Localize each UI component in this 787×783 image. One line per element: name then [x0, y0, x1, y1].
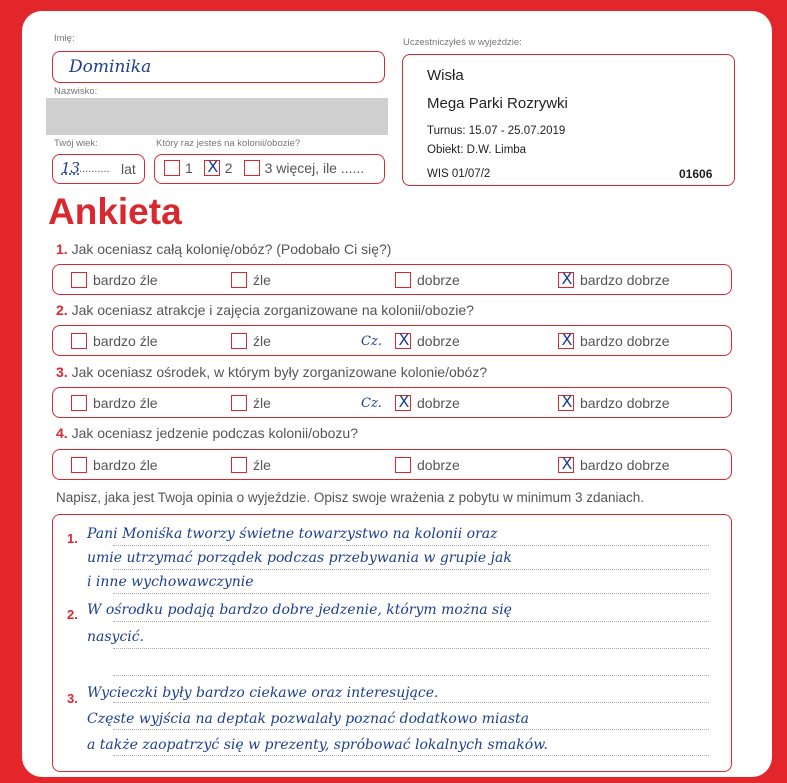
opinion-prompt: Napisz, jaka jest Twoja opinia o wyjeździe. Opisz swoje wrażenia z pobytu w minimum 3 zdaniach.: [56, 490, 645, 505]
opinion-line-2: umie utrzymać porządek podczas przebywania w grupie jak: [87, 550, 512, 566]
name-field[interactable]: [52, 51, 385, 83]
opinion-line-5: nasycić.: [87, 629, 145, 645]
opinion-number-2: 2.: [67, 607, 78, 622]
q2-note: Cz.: [361, 333, 382, 349]
obiekt-value: D.W. Limba: [466, 144, 527, 156]
q3-checkbox-very-bad[interactable]: [71, 395, 87, 411]
question-1-options: [52, 264, 732, 295]
times-checkbox-3[interactable]: [244, 160, 260, 176]
q4-checkbox-very-bad[interactable]: [71, 457, 87, 473]
times-option-1: 1: [185, 160, 193, 176]
opinion-line-4: W ośrodku podają bardzo dobre jedzenie, którym można się: [87, 602, 512, 618]
q4-option-very-bad: bardzo źle: [93, 457, 158, 473]
question-4: 4. Jak oceniasz jedzenie podczas kolonii/obozu?: [56, 425, 358, 441]
obiekt-label: Obiekt:: [427, 144, 464, 156]
surname-redacted: [46, 98, 388, 135]
q1-option-bad: źle: [253, 272, 271, 288]
opinion-line-1: Pani Moniśka tworzy świetne towarzystwo na kolonii oraz: [87, 526, 498, 542]
q2-option-good: dobrze: [417, 333, 460, 349]
question-1: 1. Jak oceniasz całą kolonię/obóz? (Podobało Ci się?): [56, 241, 392, 257]
times-checkbox-2[interactable]: X: [204, 160, 220, 176]
trip-place: Wisła: [427, 67, 464, 84]
trip-box: [402, 54, 735, 186]
opinion-line-3: i inne wychowawczynie: [87, 574, 254, 590]
q3-checkbox-good[interactable]: X: [395, 395, 411, 411]
q4-option-very-good: bardzo dobrze: [580, 457, 670, 473]
q1-checkbox-very-good[interactable]: X: [558, 272, 574, 288]
opinion-line-7: Częste wyjścia na deptak pozwalały poznać dodatkowo miasta: [87, 711, 529, 727]
q2-checkbox-very-good[interactable]: X: [558, 333, 574, 349]
q3-note: Cz.: [361, 395, 382, 411]
question-3-options: [52, 387, 732, 418]
q1-checkbox-bad[interactable]: [231, 272, 247, 288]
q3-option-very-bad: bardzo źle: [93, 395, 158, 411]
question-4-options: [52, 449, 732, 480]
survey-sheet: [22, 11, 772, 777]
trip-code: WIS 01/07/2: [427, 168, 491, 180]
question-3: 3. Jak oceniasz ośrodek, w którym były zorganizowane kolonie/obóz?: [56, 364, 488, 380]
q3-option-good: dobrze: [417, 395, 460, 411]
opinion-number-3: 3.: [67, 691, 78, 706]
q1-option-very-bad: bardzo źle: [93, 272, 158, 288]
q4-checkbox-bad[interactable]: [231, 457, 247, 473]
question-2-options: [52, 325, 732, 356]
name-value: Dominika: [69, 57, 152, 77]
times-label: Który raz jesteś na kolonii/obozie?: [156, 138, 301, 149]
q3-option-bad: źle: [253, 395, 271, 411]
age-field[interactable]: [52, 154, 145, 184]
q3-checkbox-very-good[interactable]: X: [558, 395, 574, 411]
q1-checkbox-very-bad[interactable]: [71, 272, 87, 288]
q4-option-good: dobrze: [417, 457, 460, 473]
times-field: [154, 154, 385, 184]
trip-program: Mega Parki Rozrywki: [427, 95, 568, 112]
turnus-label: Turnus:: [427, 125, 466, 137]
name-label: Imię:: [54, 33, 75, 44]
q2-checkbox-very-bad[interactable]: [71, 333, 87, 349]
q2-option-very-good: bardzo dobrze: [580, 333, 670, 349]
opinion-line-6: Wycieczki były bardzo ciekawe oraz interesujące.: [87, 685, 439, 701]
q2-option-bad: źle: [253, 333, 271, 349]
survey-title: Ankieta: [48, 191, 182, 232]
times-option-3: 3 więcej, ile ......: [264, 160, 365, 176]
times-checkbox-1[interactable]: [164, 160, 180, 176]
q2-checkbox-bad[interactable]: [231, 333, 247, 349]
times-option-2: 2: [224, 160, 233, 176]
age-label: Twój wiek:: [54, 138, 98, 149]
trip-label: Uczestniczyłeś w wyjeździe:: [403, 37, 522, 48]
trip-number: 01606: [679, 167, 713, 181]
q3-checkbox-bad[interactable]: [231, 395, 247, 411]
opinion-box[interactable]: [52, 514, 732, 772]
age-dots: ..........: [79, 163, 110, 175]
age-unit: lat: [121, 161, 136, 177]
q2-option-very-bad: bardzo źle: [93, 333, 158, 349]
q1-option-good: dobrze: [417, 272, 460, 288]
q4-checkbox-good[interactable]: [395, 457, 411, 473]
q4-option-bad: źle: [253, 457, 271, 473]
q3-option-very-good: bardzo dobrze: [580, 395, 670, 411]
q1-option-very-good: bardzo dobrze: [580, 272, 670, 288]
surname-label: Nazwisko:: [54, 86, 98, 97]
opinion-line-8: a także zaopatrzyć się w prezenty, spróbować lokalnych smaków.: [87, 737, 548, 753]
age-value: 13: [61, 159, 81, 177]
q4-checkbox-very-good[interactable]: X: [558, 457, 574, 473]
q2-checkbox-good[interactable]: X: [395, 333, 411, 349]
question-2: 2. Jak oceniasz atrakcje i zajęcia zorganizowane na kolonii/obozie?: [56, 302, 474, 318]
opinion-number-1: 1.: [67, 531, 78, 546]
turnus-value: 15.07 - 25.07.2019: [468, 125, 566, 137]
q1-checkbox-good[interactable]: [395, 272, 411, 288]
